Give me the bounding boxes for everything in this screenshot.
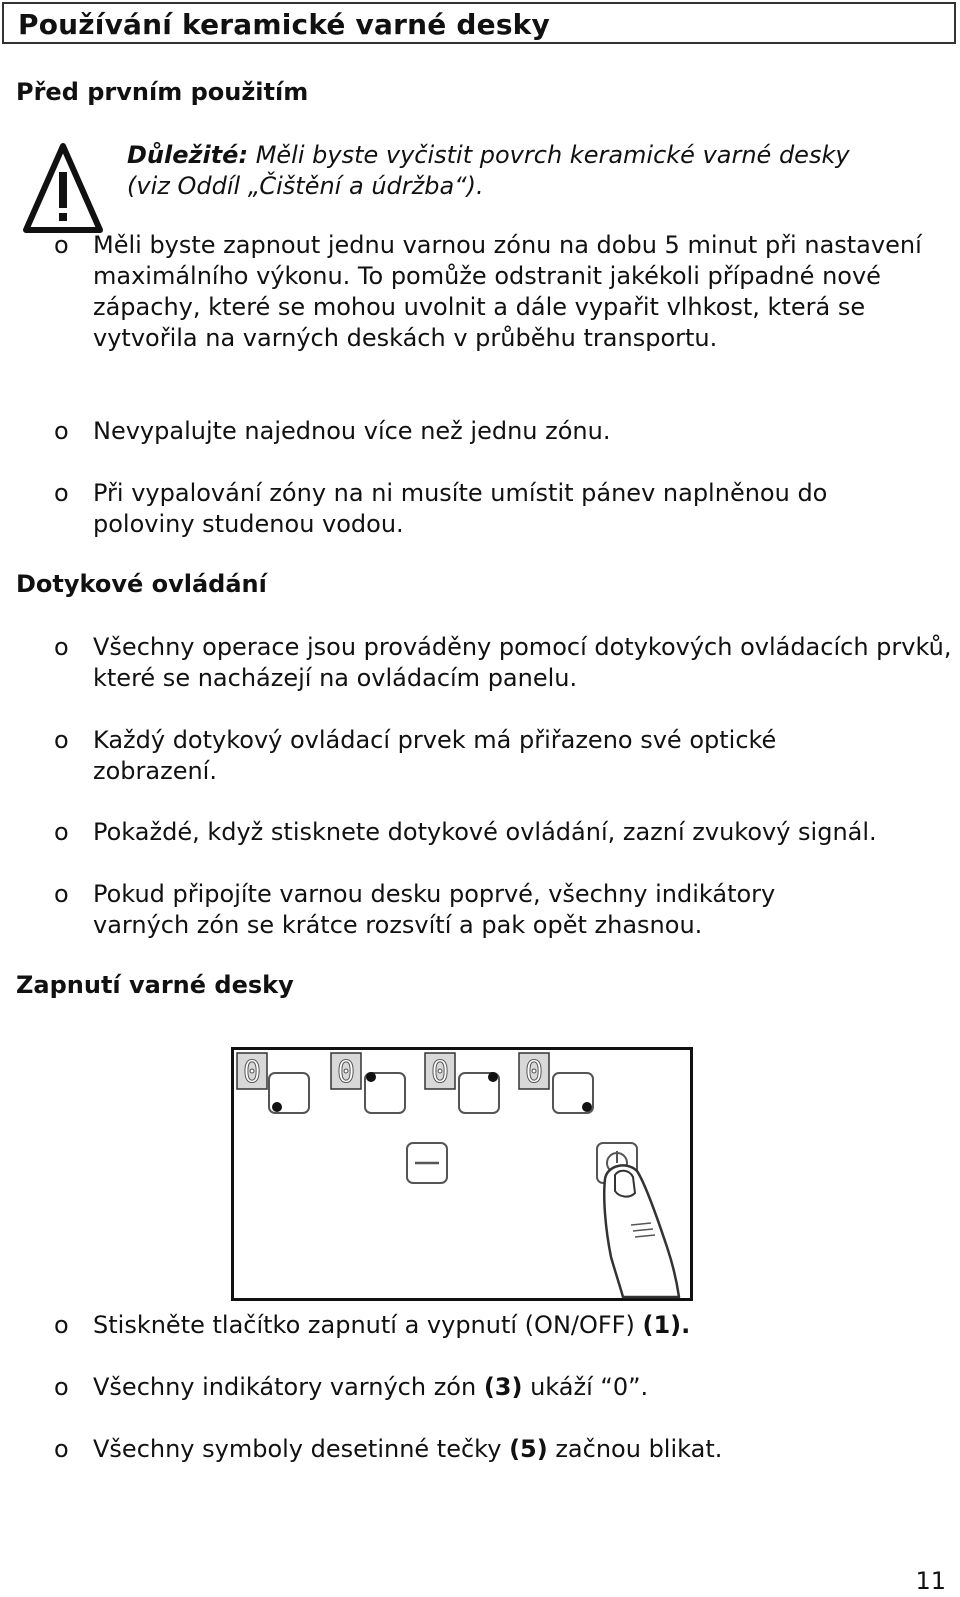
heading-touch-control: Dotykové ovládání xyxy=(16,570,267,598)
bullet: o xyxy=(54,880,69,908)
decimal-dot-1 xyxy=(272,1102,282,1112)
reference-number: (1). xyxy=(642,1311,691,1339)
zone-display-1 xyxy=(237,1053,267,1090)
bullet: o xyxy=(54,726,69,754)
list-item-text: Pokud připojíte varnou desku poprvé, všechny indikátory varných zón se krátce rozsvítí a pak opět zhasnou. xyxy=(93,880,776,939)
text-span: ukáží “0”. xyxy=(522,1373,649,1401)
list-item-text: Všechny operace jsou prováděny pomocí dotykových ovládacích prvků, které se nacházejí na ovládacím panelu. xyxy=(93,633,952,692)
warning-label: Důležité: xyxy=(127,141,249,169)
zone-digit: 0 xyxy=(430,1055,450,1090)
bullet: o xyxy=(54,1373,69,1401)
page-title: Používání keramické varné desky xyxy=(18,8,550,41)
bullet: o xyxy=(54,417,69,445)
bullet: o xyxy=(54,633,69,661)
list-item-text xyxy=(93,1372,953,1403)
warning-line2: (viz Oddíl „Čištění a údržba“). xyxy=(127,172,484,200)
zone-display-3 xyxy=(425,1053,455,1090)
list-item-text xyxy=(93,1310,953,1341)
list-item-text: Nevypalujte najednou více než jednu zónu. xyxy=(93,417,611,445)
heading-before-first-use: Před prvním použitím xyxy=(16,78,309,106)
bullet: o xyxy=(54,231,69,259)
text-span: Všechny indikátory varných zón xyxy=(93,1373,484,1401)
bullet: o xyxy=(54,1311,69,1339)
heading-switch-on: Zapnutí varné desky xyxy=(16,971,294,999)
reference-number: (5) xyxy=(509,1435,548,1463)
list-item-text: Při vypalování zóny na ni musíte umístit pánev naplněnou do poloviny studenou vodou. xyxy=(93,479,828,538)
reference-number: (3) xyxy=(483,1373,523,1401)
list-item-text xyxy=(93,1434,953,1465)
control-panel-illustration xyxy=(231,1047,693,1301)
text-span: Stiskněte tlačítko zapnutí a vypnutí (ON/OFF) xyxy=(93,1311,643,1339)
warning-text xyxy=(127,140,927,202)
bullet: o xyxy=(54,1435,69,1463)
decimal-dot-3 xyxy=(488,1072,498,1082)
page-number: 11 xyxy=(915,1567,946,1595)
bullet: o xyxy=(54,479,69,507)
list-item-text: Měli byste zapnout jednu varnou zónu na dobu 5 minut při nastavení maximálního výkonu. To pomůže odstranit jakékoli případné nové zápachy, které se mohou uvolnit a dále vypařit vlhkost, která se vytvořila na varných deskách v průběhu transportu. xyxy=(93,231,922,352)
list-item-text: Každý dotykový ovládací prvek má přiřazeno své optické zobrazení. xyxy=(93,726,777,785)
zone-display-4 xyxy=(519,1053,549,1090)
list-item-text: Pokaždé, když stisknete dotykové ovládání, zazní zvukový signál. xyxy=(93,818,877,846)
decimal-dot-4 xyxy=(582,1102,592,1112)
zone-display-2 xyxy=(331,1053,361,1090)
warning-line1: Měli byste vyčistit povrch keramické varné desky xyxy=(248,141,850,169)
zone-digit: 0 xyxy=(336,1055,356,1090)
text-span: Všechny symboly desetinné tečky xyxy=(93,1435,510,1463)
decimal-dot-2 xyxy=(366,1072,376,1082)
zone-digit: 0 xyxy=(242,1055,262,1090)
text-span: začnou blikat. xyxy=(547,1435,723,1463)
title-box xyxy=(2,2,956,44)
minus-button xyxy=(407,1143,447,1183)
warning-triangle-icon xyxy=(22,142,104,234)
bullet: o xyxy=(54,818,69,846)
zone-digit: 0 xyxy=(524,1055,544,1090)
